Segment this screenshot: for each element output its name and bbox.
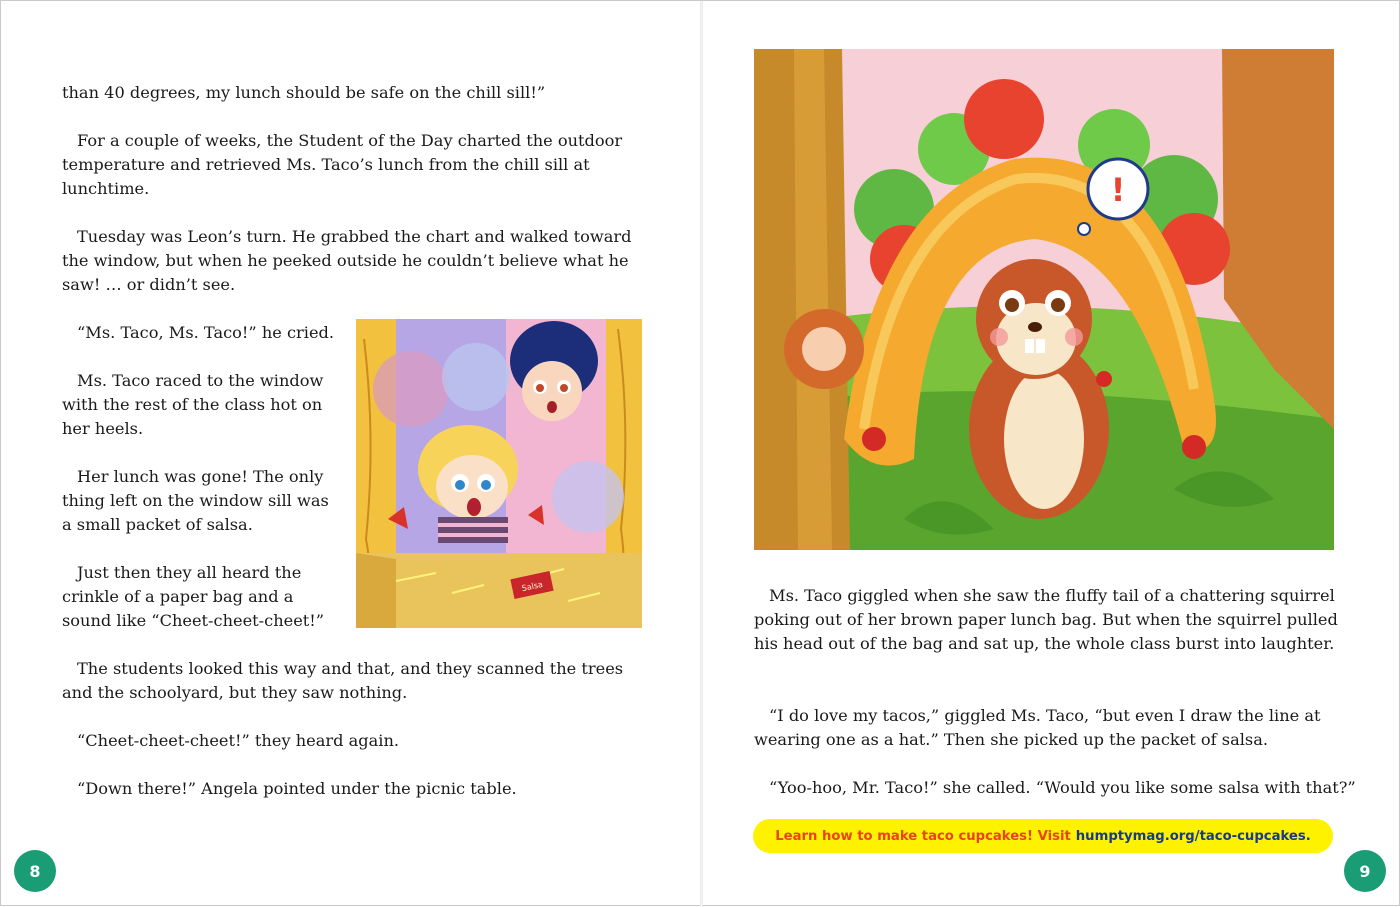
story-paragraph: Ms. Taco giggled when she saw the fluffy tail of a chattering squirrel poking out of her brown paper lunch bag. But when the squirrel pulled his head out of the bag and sat up, the whole class burst into laughter. (754, 586, 1338, 653)
thought-bubble-exclamation: ! (1110, 171, 1126, 209)
story-paragraph: Ms. Taco raced to the window with the rest of the class hot on her heels. (62, 371, 324, 438)
page-number-left: 8 (14, 850, 56, 892)
story-paragraph: Just then they all heard the crinkle of a paper bag and a sound like “Cheet-cheet-cheet!” (62, 563, 325, 630)
page-number-right: 9 (1344, 850, 1386, 892)
story-paragraph: For a couple of weeks, the Student of the Day charted the outdoor temperature and retrieved Ms. Taco’s lunch from the chill sill at lunchtime. (62, 131, 623, 198)
banner-message: Learn how to make taco cupcakes! Visit (775, 828, 1071, 844)
story-paragraph: “Cheet-cheet-cheet!” they heard again. (77, 731, 400, 750)
window-kids-illustration (356, 319, 642, 628)
salsa-packet-label: Salsa (520, 579, 544, 594)
story-paragraph: “Down there!” Angela pointed under the picnic table. (77, 779, 517, 798)
story-paragraph: “Ms. Taco, Ms. Taco!” he cried. (77, 323, 335, 342)
squirrel-taco-illustration (754, 49, 1334, 550)
banner-link[interactable]: humptymag.org/taco-cupcakes. (1075, 828, 1311, 844)
window-kids-svg (356, 319, 642, 628)
squirrel-taco-svg (754, 49, 1334, 550)
story-paragraph: The students looked this way and that, and they scanned the trees and the schoolyard, but they saw nothing. (62, 659, 624, 702)
story-paragraph: “I do love my tacos,” giggled Ms. Taco, “but even I draw the line at wearing one as a hat.” Then she picked up the packet of salsa. (754, 706, 1321, 749)
right-page (703, 1, 1400, 907)
story-paragraph: than 40 degrees, my lunch should be safe on the chill sill!” (62, 83, 546, 102)
left-page (1, 1, 700, 907)
story-paragraph: “Yoo-hoo, Mr. Taco!” she called. “Would you like some salsa with that?” (769, 778, 1356, 797)
story-paragraph: Tuesday was Leon’s turn. He grabbed the chart and walked toward the window, but when he peeked outside he couldn’t believe what he saw! … or didn’t see. (62, 227, 632, 294)
story-paragraph: Her lunch was gone! The only thing left on the window sill was a small packet of salsa. (62, 467, 329, 534)
cupcake-banner (753, 819, 1333, 853)
